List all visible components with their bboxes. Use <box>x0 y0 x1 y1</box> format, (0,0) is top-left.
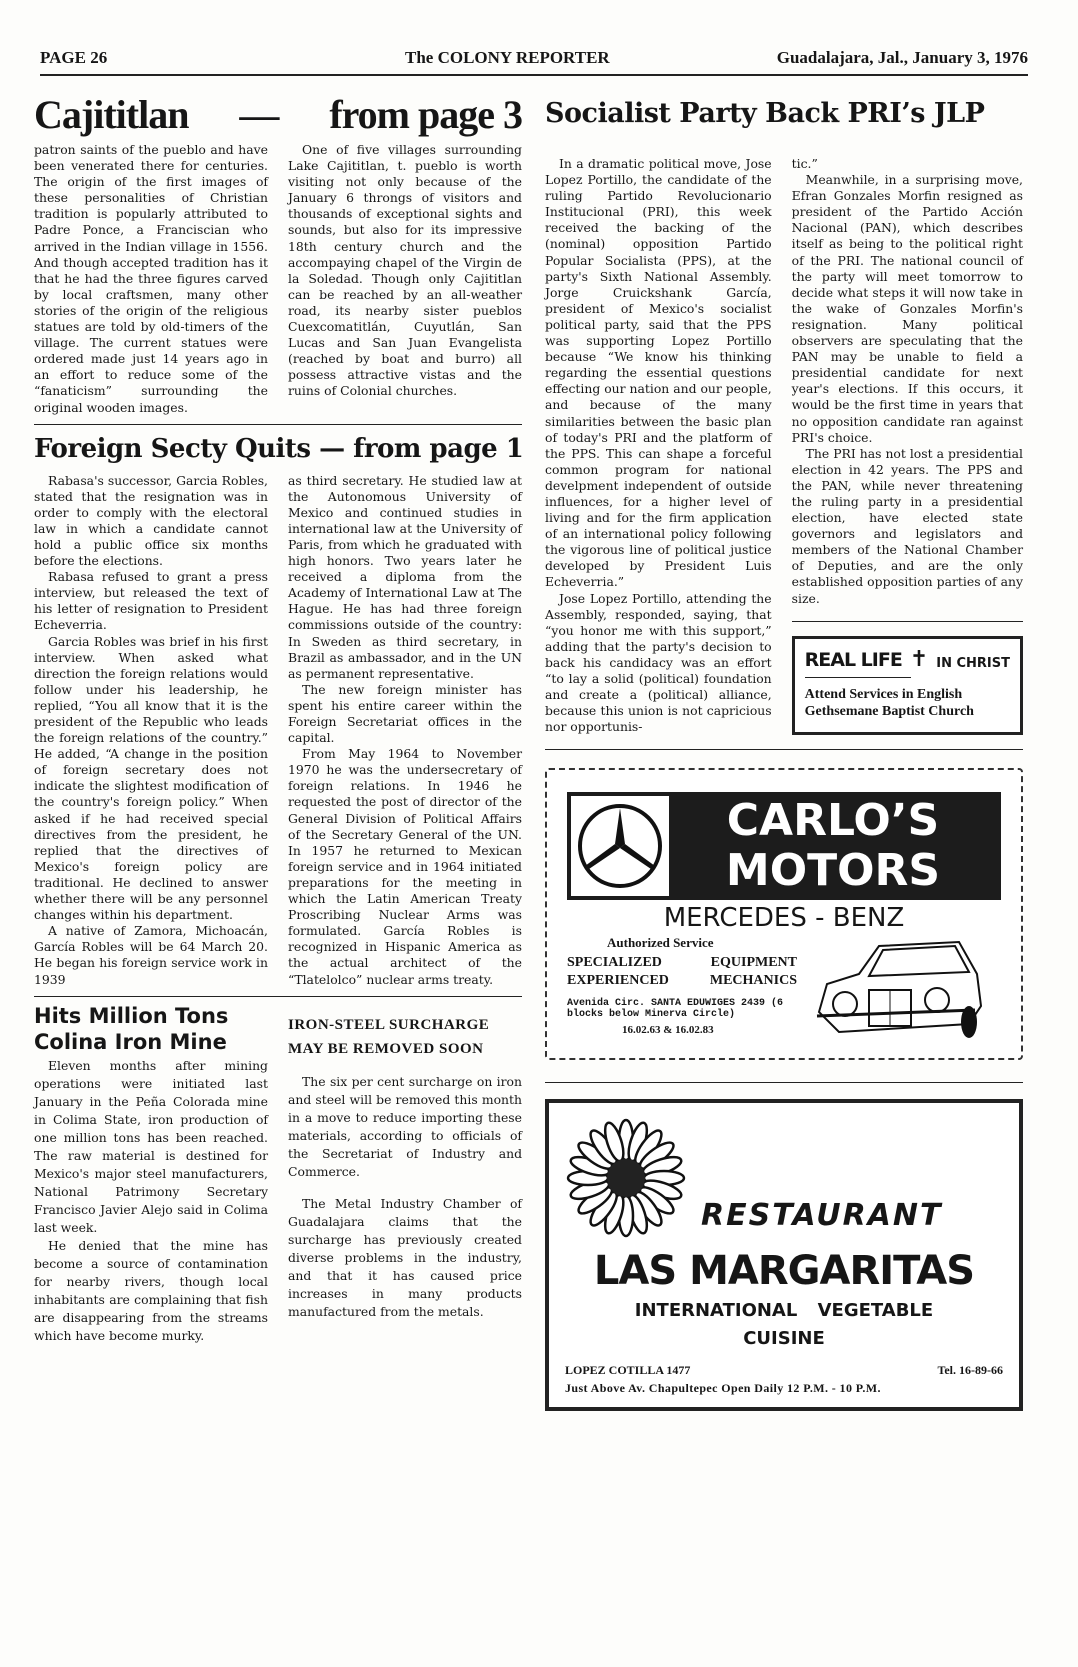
paragraph: Rabasa's successor, Garcia Robles, stated that the resignation was in order to comply with the electoral law in which a candidate cannot hold a public office six months before the elections. <box>34 472 268 569</box>
article-column <box>288 1073 522 1321</box>
paragraph: The PRI has not lost a presidential election in 42 years. The PPS and the PAN, while never threatening the ruling party in a presidential election, have elected state governors and legislators and members of the National Chamber of Deputies, and are the only established opposition parties of any size. <box>791 445 1023 606</box>
name-line2: MOTORS <box>725 845 941 897</box>
features <box>567 954 797 990</box>
paragraph: as third secretary. He studied law at the Autonomous University of Mexico and continued studies in international law at the University of Paris, from which he graduated with high honors. Two years later he received a diploma from the Academy of International Law at The Hague. He has had three foreign commissions outside of the country: In Sweden as third secretary, in Brazil as ambassador, and in the UN as permanent representative. <box>288 472 522 681</box>
headline-line2: Colina Iron Mine <box>34 1029 227 1054</box>
cuisine-line1: INTERNATIONAL VEGETABLE <box>634 1300 934 1322</box>
phones: 16.02.63 & 16.02.83 <box>622 1024 714 1037</box>
article-column <box>545 156 772 735</box>
dealer-name <box>669 796 997 896</box>
ad-carlos-motors <box>545 768 1023 1060</box>
feature: EQUIPMENT <box>710 955 797 971</box>
paragraph: A native of Zamora, Michoacán, García Robles will be 64 March 20. He began his foreign service work in 1939 <box>34 923 268 987</box>
mercedes-star-icon <box>571 796 669 896</box>
section-rule <box>34 424 522 425</box>
article-columns <box>34 142 522 416</box>
article-socialist <box>545 98 1023 735</box>
article-column <box>34 473 268 988</box>
brand: MERCEDES - BENZ <box>663 903 905 934</box>
section-rule <box>545 1082 1023 1083</box>
feature: SPECIALIZED <box>567 955 662 971</box>
right-column-stack <box>792 156 1023 735</box>
article-foreign-secty <box>34 433 522 988</box>
address: LOPEZ COTILLA 1477 <box>565 1363 691 1378</box>
divider <box>805 677 911 678</box>
article-column <box>34 1057 268 1345</box>
service-label: Authorized Service <box>607 935 714 951</box>
headline: Foreign Secty Quits — from page 1 <box>34 433 524 464</box>
article-columns <box>545 156 1023 735</box>
realife-logo <box>804 646 1010 672</box>
dateline: Guadalajara, Jal., January 3, 1976 <box>776 48 1028 67</box>
ad-lower <box>567 934 1001 1046</box>
newspaper-name: The COLONY REPORTER <box>405 48 610 67</box>
right-half <box>545 92 1023 1411</box>
paragraph: The Metal Industry Chamber of Guadalajara claims that the surcharge has previously created diverse problems in the industry, and that it has caused price increases in many products manufactured from the metals. <box>288 1195 522 1319</box>
services-line: Attend Services in English <box>804 686 963 702</box>
telephone: Tel. 16-89-66 <box>937 1363 1003 1378</box>
feature: MECHANICS <box>709 973 797 989</box>
paragraph: patron saints of the pueblo and have been venerated there for centuries. The origin of the first images of these personalities of Christian tradition is popularly attributed to Padre Ponce, a Franciscian who arrived in the Indian village in 1556. And though accepted tradition has it that he had the three figures carved by local craftsmen, many other stories of the origin of the religious statues are told by old-timers of the village. The current statues were ordered made just 14 years ago in an effort to reduce some of the “fanaticism” surrounding the original wooden images. <box>34 142 268 415</box>
article-columns <box>34 473 522 988</box>
headline <box>34 92 522 138</box>
paragraph: Eleven months after mining operations were initiated last January in the Peña Colorada mine in Colima State, iron production of one million tons has been reached. The raw material is destined for Mexico's major steel manufacturers, National Patrimony Secretary Francisco Javier Alejo said in Colima last week. <box>34 1057 268 1235</box>
restaurant-name: LAS MARGARITAS <box>593 1248 975 1295</box>
lower-stories <box>34 1003 522 1345</box>
headline: Socialist Party Back PRI’s JLP <box>545 98 985 129</box>
article-iron-mine <box>34 1003 268 1345</box>
ad-church <box>792 636 1023 735</box>
daisy-flower-icon <box>565 1117 687 1239</box>
tagline: IN CHRIST <box>936 655 1010 671</box>
feature: EXPERIENCED <box>567 973 669 989</box>
name-line1: CARLO’S <box>726 795 940 847</box>
article-column <box>792 156 1023 607</box>
article-surcharge <box>288 1003 522 1321</box>
masthead <box>40 46 1028 76</box>
headline-left: Cajititlan <box>34 92 189 137</box>
headline-line1: Hits Million Tons <box>34 1003 229 1028</box>
paragraph: From May 1964 to November 1970 he was the undersecretary of foreign relations. In 1946 he requested the post of director of the General Division of Political Affairs of the Secretary General of the UN. In 1957 he returned to Mexican foreign service and in 1964 initiated preparations for the meeting in which the Latin American Treaty Proscribing Nuclear Arms was formulated. García Robles is recognized in Hispanic America as the actual architect of the “Tlatelolco” nuclear arms treaty. <box>288 746 522 987</box>
left-half <box>34 92 522 1345</box>
contact-row <box>565 1361 1003 1379</box>
section-rule <box>545 749 1023 750</box>
ad-top <box>565 1117 1003 1239</box>
article-column <box>288 142 522 400</box>
paragraph: Meanwhile, in a surprising move, Efran Gonzales Morfin resigned as president of the Partido Acción Nacional (PAN), which describes itself as being to the political right of the PRI. The national council of the party will meet tomorrow to decide what steps it will now take in the wake of Gonzales Morfin's resignation. Many political observers are speculating that the PAN may be unable to field a presidential candidate for next year's elections. If this occurs, it would be the first time in years that no opposition candidate ran against PRI's choice. <box>791 172 1023 445</box>
hours: Just Above Av. Chapultepec Open Daily 12 P.M. - 10 P.M. <box>565 1381 881 1396</box>
ad-details <box>567 934 797 1037</box>
headline-dash: — <box>239 92 279 137</box>
flower-center <box>607 1159 645 1197</box>
paragraph: He denied that the mine has become a source of contamination for nearby rivers, though local inhabitants are complaining that fish are disappearing from the streams which have become murky. <box>34 1237 268 1343</box>
paragraph: Rabasa refused to grant a press interview, but released the text of his letter of resignation to President Echeverria. <box>34 569 268 633</box>
section-rule <box>792 621 1023 622</box>
article-column <box>288 473 522 988</box>
cross-icon: ✝ <box>909 646 929 672</box>
address: Avenida Circ. SANTA EDUWIGES 2439 (6 blocks below Minerva Circle) <box>567 998 784 1021</box>
paragraph: One of five villages surrounding Lake Cajititlan, t. pueblo is worth visiting not only because of the January 6 throngs of visitors and thousands of exceptional sights and sounds, but also for its impressive 18th century church and the accompaying chapel of the Virgin de la Soledad. Though only Cajititlan can be reached by an all-weather road, its nearby sister pueblos Cuexcomatitlán, Cuyutlán, San Lucas and San Juan Evangelista (reached by boat and burro) all possess attractive vistas and the ruins of Colonial churches. <box>288 142 522 399</box>
article-cajititlan <box>34 92 522 416</box>
ad-text <box>805 686 1010 720</box>
headline-right: from page 3 <box>329 92 522 137</box>
logo-box <box>571 796 669 896</box>
paragraph: tic.” <box>791 156 818 171</box>
paragraph: The six per cent surcharge on iron and steel will be removed this month in a move to reduce importing these materials, according to officials of the Secretariat of Industry and Commerce. <box>288 1073 522 1179</box>
restaurant-kicker: RESTAURANT <box>701 1198 943 1234</box>
logo-text: REAL LIFE <box>804 648 902 671</box>
paragraph: In a dramatic political move, Jose Lopez Portillo, the candidate of the ruling Partido Revolucionario Institucional (PRI), this week received the backing of the (nominal) opposition Partido Popular Socialista (PPS), at the party's Sixth National Assembly. Jorge Cruickshank García, president of Mexico's socialist political party, said that the PPS was supporting Lopez Portillo because “We know his thinking regarding the essential questions effecting our nation and our people, and because of the many similarities between the basic plan of today's PRI and the platform of the PPS. This can shape a forceful common program for national develpment independent of outside influences, for a higher level of living and for the firm application of an international policy following the vigorous line of political justice developed by President Luis Echeverria.” <box>545 156 772 590</box>
paragraph: The new foreign minister has spent his entire career within the Foreign Secretariat offices in the capital. <box>288 681 522 746</box>
article-column <box>34 142 268 416</box>
headline-line2: MAY BE REMOVED SOON <box>288 1040 484 1057</box>
section-rule <box>34 996 522 997</box>
page-number: PAGE 26 <box>40 48 108 67</box>
paragraph: Jose Lopez Portillo, attending the Assembly, responded, saying, that “you honor me with this support,” adding that the party's decision to back his candidacy was an effort “to lay a solid (political) foundation and create a (political) alliance, because this union is not capricious nor opportunis- <box>545 590 772 735</box>
banner <box>567 792 1001 900</box>
paragraph: Garcia Robles was brief in his first interview. When asked what direction the foreign relations would follow under his leadership, he replied, “You all know that it is the president of the Republic who leads the foreign relations of the country.” He added, “A change in the position of foreign secretary does not indicate the slightest modification of the country's foreign policy.” When asked if he had received special directives from the president, he replied that the directives of Mexico's foreign policy are traditional. He declined to answer whether there will be any personnel changes within his department. <box>34 633 268 923</box>
headline-line1: IRON-STEEL SURCHARGE <box>288 1016 490 1033</box>
car-illustration-icon <box>809 934 989 1046</box>
cuisine-line2: CUISINE <box>743 1328 825 1350</box>
ad-las-margaritas <box>545 1099 1023 1411</box>
church-name: Gethsemane Baptist Church <box>804 703 974 719</box>
